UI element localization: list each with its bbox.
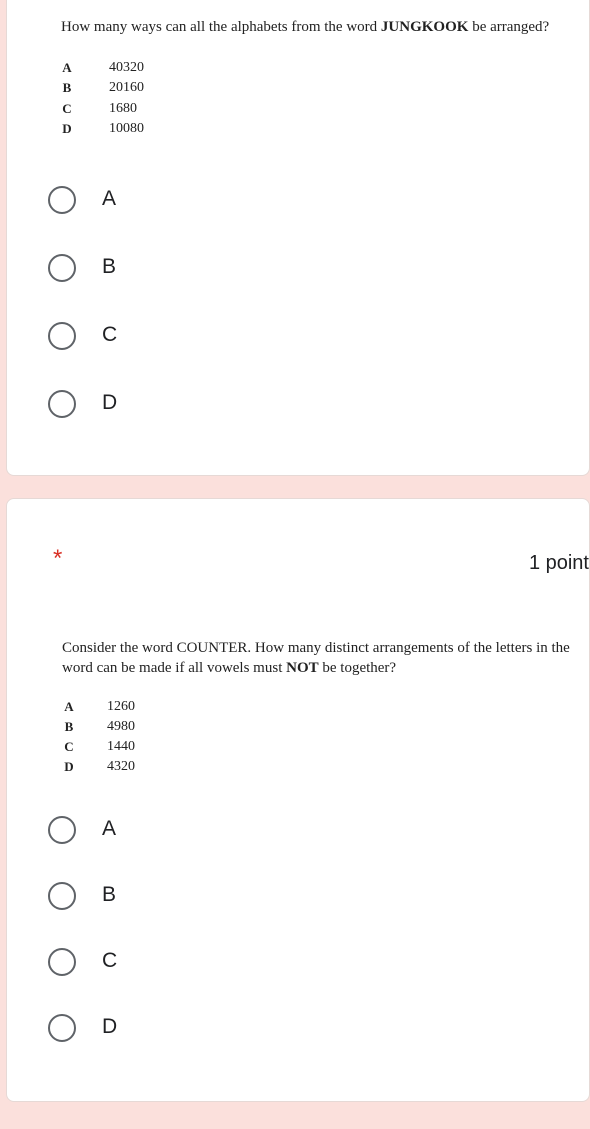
choice-letter-c: C bbox=[64, 739, 74, 754]
choice-letter-d: D bbox=[62, 121, 72, 136]
choice-value-a: 1260 bbox=[107, 699, 135, 714]
option-label-a[interactable]: A bbox=[102, 187, 117, 210]
option-label-c[interactable]: C bbox=[102, 323, 118, 346]
radio-option-a[interactable] bbox=[48, 186, 76, 214]
question-1-text: How many ways can all the alphabets from the word JUNGKOOK be arranged? bbox=[61, 19, 550, 35]
choice-letter-b: B bbox=[64, 719, 74, 734]
radio-option-d[interactable] bbox=[48, 1014, 76, 1042]
radio-option-b[interactable] bbox=[48, 882, 76, 910]
option-label-b[interactable]: B bbox=[102, 883, 117, 906]
points-label: 1 point bbox=[528, 552, 589, 574]
radio-option-a[interactable] bbox=[48, 816, 76, 844]
choice-letter-c: C bbox=[62, 101, 72, 116]
radio-option-c[interactable] bbox=[48, 322, 76, 350]
required-asterisk: * bbox=[53, 545, 63, 572]
radio-option-d[interactable] bbox=[48, 390, 76, 418]
choice-letter-d: D bbox=[64, 759, 74, 774]
question-2-text: Consider the word COUNTER. How many distinct arrangements of the letters in the word can be made if all vowels must NOT be together? bbox=[62, 640, 570, 676]
choice-letter-a: A bbox=[62, 60, 72, 75]
choice-value-c: 1680 bbox=[109, 101, 137, 116]
choice-value-b: 20160 bbox=[109, 80, 144, 95]
choice-value-a: 40320 bbox=[109, 60, 144, 75]
radio-option-b[interactable] bbox=[48, 254, 76, 282]
question-card-2 bbox=[6, 498, 590, 1102]
choice-letter-b: B bbox=[62, 80, 72, 95]
question-card-1 bbox=[6, 0, 590, 476]
choice-value-c: 1440 bbox=[107, 739, 135, 754]
choice-letter-a: A bbox=[64, 699, 74, 714]
option-label-a[interactable]: A bbox=[102, 817, 117, 840]
option-label-c[interactable]: C bbox=[102, 949, 118, 972]
choice-value-d: 4320 bbox=[107, 759, 135, 774]
option-label-d[interactable]: D bbox=[102, 391, 118, 414]
choice-value-b: 4980 bbox=[107, 719, 135, 734]
choice-value-d: 10080 bbox=[109, 121, 144, 136]
option-label-d[interactable]: D bbox=[102, 1015, 118, 1038]
radio-option-c[interactable] bbox=[48, 948, 76, 976]
option-label-b[interactable]: B bbox=[102, 255, 117, 278]
